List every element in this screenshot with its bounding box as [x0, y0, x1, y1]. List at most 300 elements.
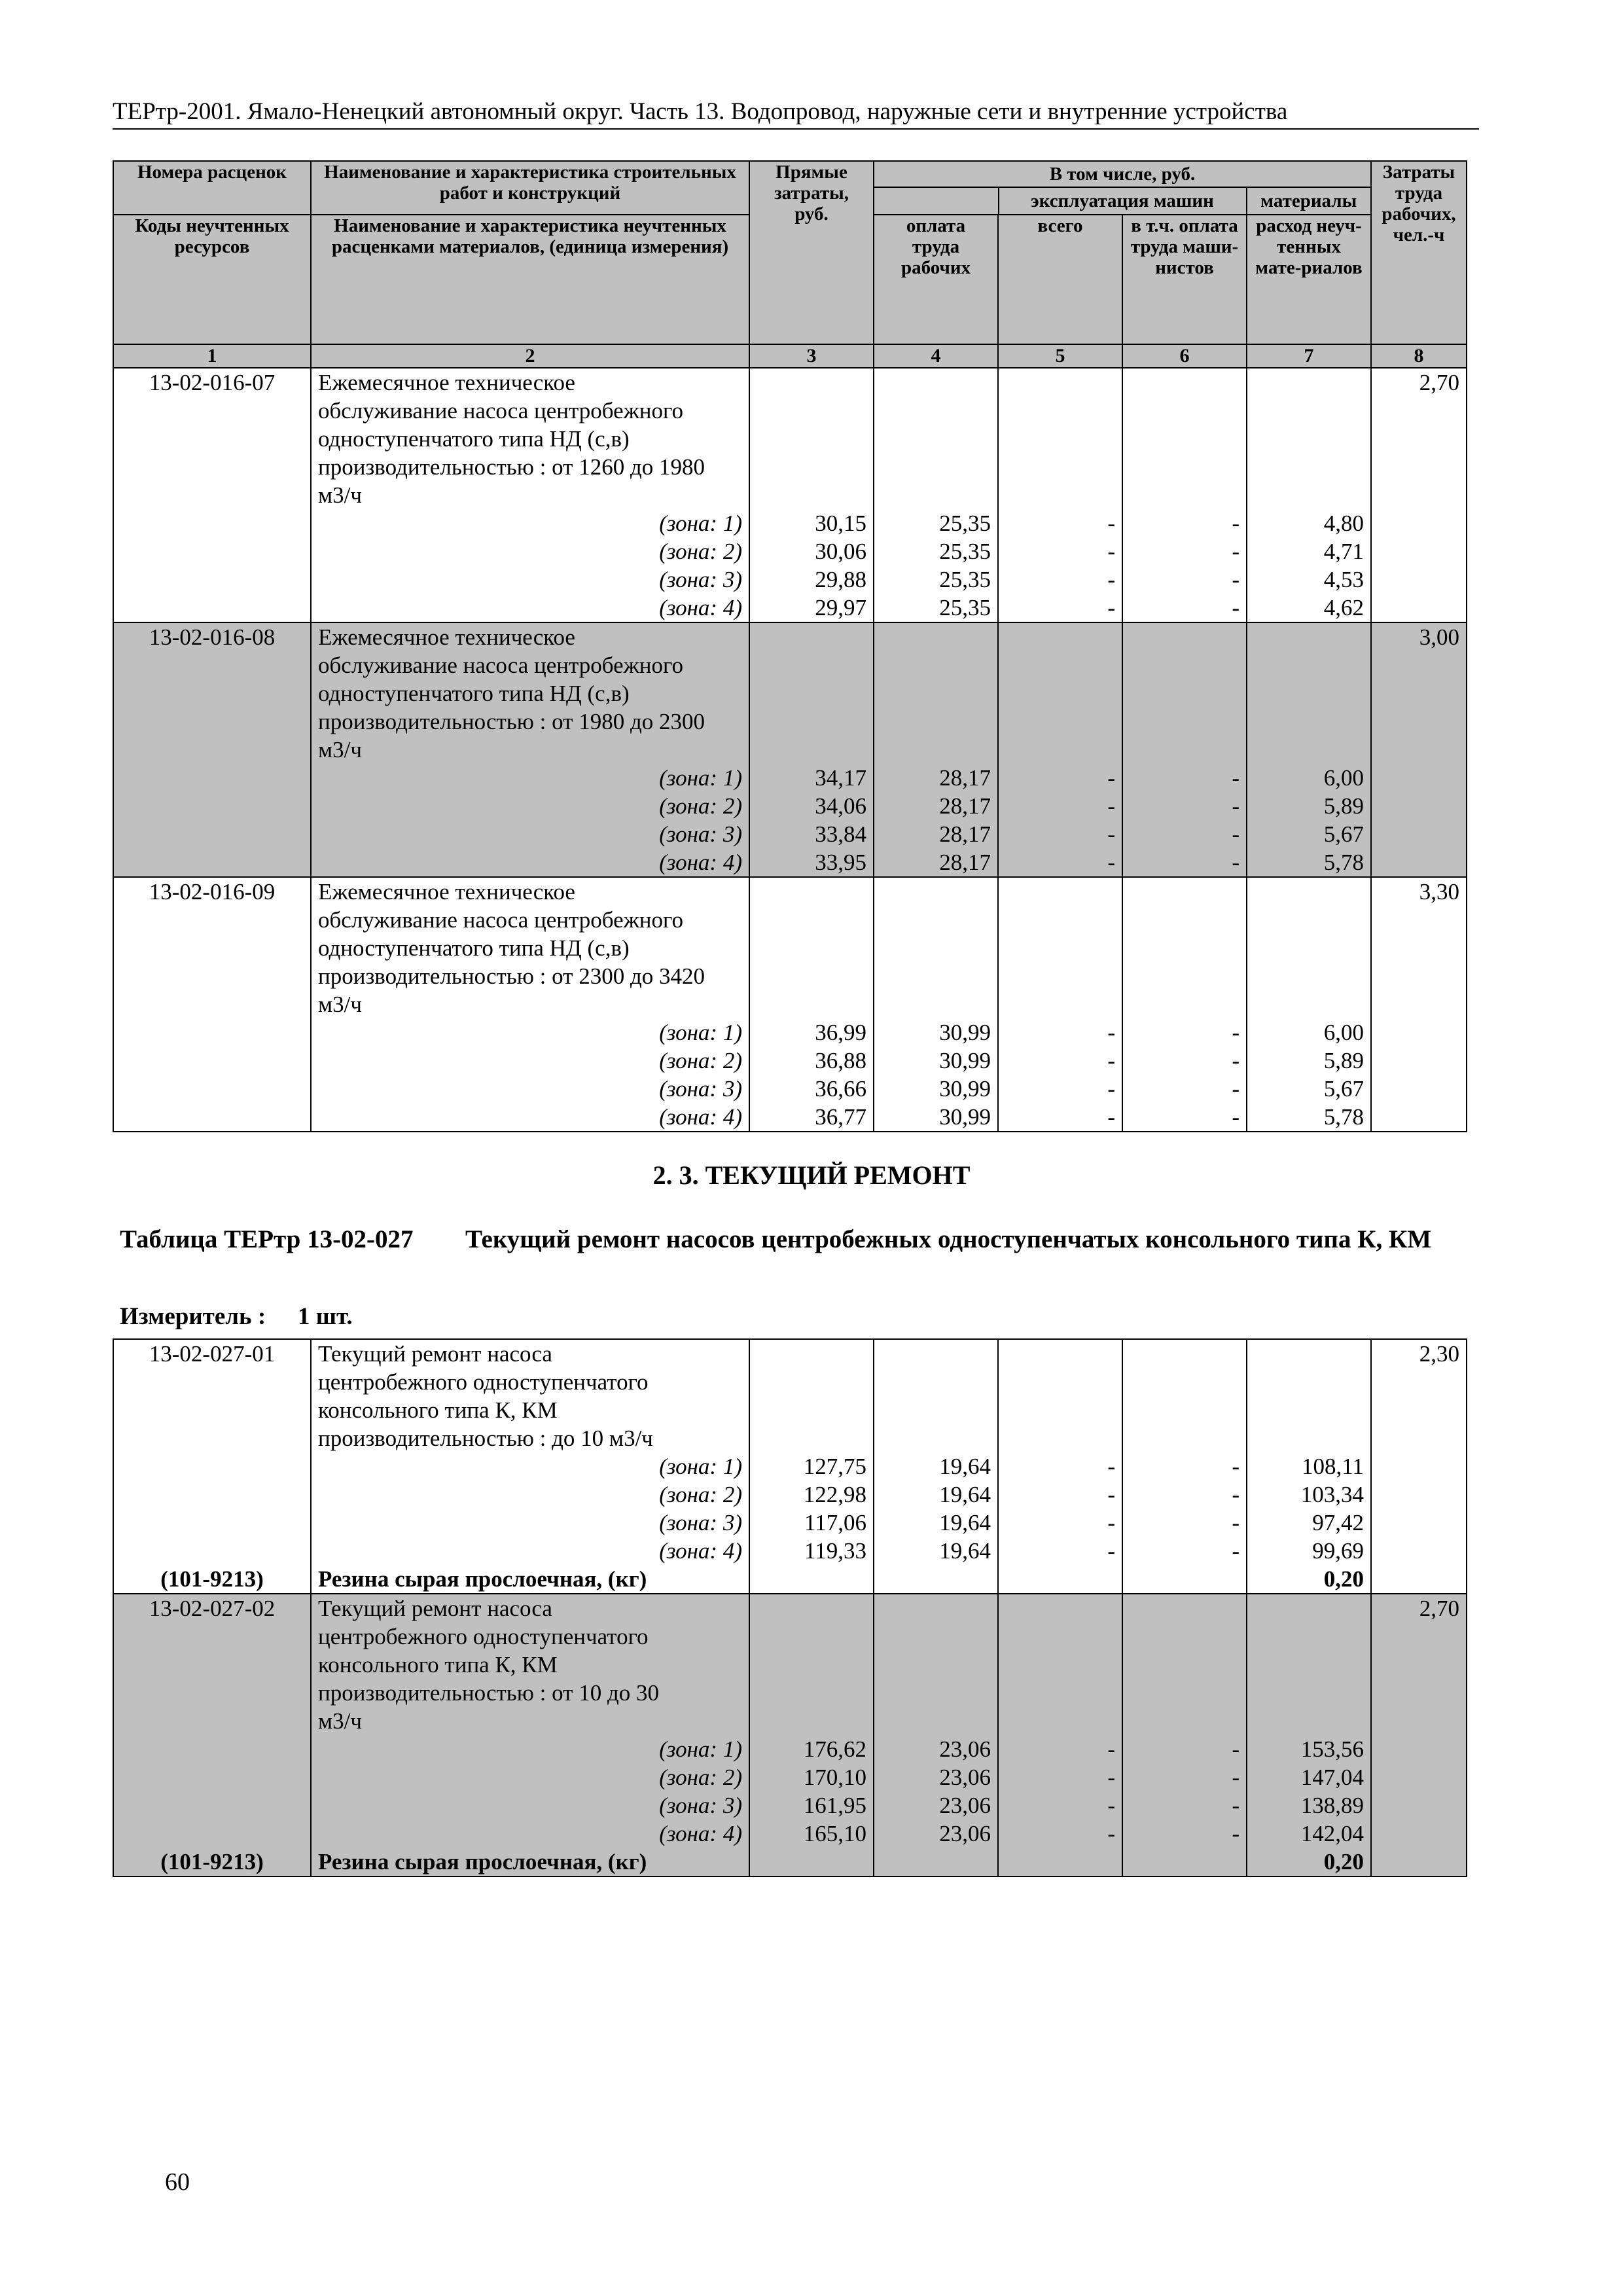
- zone-row: [113, 1103, 1467, 1132]
- empty-cell: [874, 1679, 998, 1707]
- empty-cell: [874, 1424, 998, 1452]
- empty-cell: [1122, 1707, 1247, 1735]
- empty-cell: [749, 622, 874, 651]
- empty-cell: [1371, 1623, 1467, 1651]
- labor-pay: 19,64: [874, 1509, 998, 1537]
- materials-cost: 4,62: [1247, 594, 1371, 622]
- zone-label: (зона: 1): [311, 1018, 749, 1047]
- empty-cell: [113, 736, 311, 764]
- zone-label: (зона: 3): [311, 820, 749, 848]
- empty-cell: [749, 425, 874, 453]
- empty-cell: [998, 1707, 1122, 1735]
- record-row: [113, 679, 1467, 708]
- labor-pay: 23,06: [874, 1820, 998, 1848]
- empty-cell: [1122, 1848, 1247, 1876]
- empty-cell: [749, 651, 874, 679]
- col-materials-unaccounted: расход неуч-тенных мате-риалов: [1247, 215, 1371, 344]
- empty-cell: [1122, 934, 1247, 962]
- empty-cell: [113, 1018, 311, 1047]
- empty-cell: [1122, 679, 1247, 708]
- resource-row: [113, 1565, 1467, 1594]
- empty-cell: [874, 368, 998, 397]
- machine-total: -: [998, 1820, 1122, 1848]
- empty-cell: [1371, 679, 1467, 708]
- empty-cell: [1122, 622, 1247, 651]
- machine-total: -: [998, 820, 1122, 848]
- zone-label: (зона: 4): [311, 1820, 749, 1848]
- empty-cell: [1247, 453, 1371, 481]
- empty-cell: [874, 1368, 998, 1396]
- empty-cell: [1122, 368, 1247, 397]
- record-row: [113, 877, 1467, 906]
- zone-label: (зона: 4): [311, 594, 749, 622]
- empty-cell: [749, 1368, 874, 1396]
- resource-qty: 0,20: [1247, 1565, 1371, 1594]
- empty-cell: [1371, 1537, 1467, 1565]
- empty-cell: [113, 565, 311, 594]
- labor-pay: 30,99: [874, 1047, 998, 1075]
- machine-labor: -: [1122, 509, 1247, 537]
- empty-cell: [113, 1047, 311, 1075]
- rates-table-bottom: [113, 1338, 1467, 1877]
- materials-cost: 6,00: [1247, 764, 1371, 792]
- empty-cell: [1371, 1480, 1467, 1509]
- empty-cell: [749, 679, 874, 708]
- empty-cell: [998, 397, 1122, 425]
- machine-total: -: [998, 792, 1122, 820]
- empty-cell: [749, 1424, 874, 1452]
- machine-labor: -: [1122, 820, 1247, 848]
- zone-row: [113, 848, 1467, 877]
- labor-pay: 23,06: [874, 1791, 998, 1820]
- labor-pay: 30,99: [874, 1075, 998, 1103]
- machine-labor: -: [1122, 764, 1247, 792]
- empty-cell: [874, 1623, 998, 1651]
- empty-cell: [1371, 1509, 1467, 1537]
- machine-labor: -: [1122, 1735, 1247, 1763]
- rate-name-line: производительностью : от 1980 до 2300: [311, 708, 749, 736]
- empty-cell: [1371, 990, 1467, 1018]
- rate-name-line: производительностью : от 2300 до 3420: [311, 962, 749, 990]
- empty-cell: [749, 481, 874, 509]
- col-machine-total: всего: [998, 215, 1122, 344]
- empty-cell: [113, 1480, 311, 1509]
- empty-cell: [1371, 594, 1467, 622]
- record-row: [113, 934, 1467, 962]
- zone-label: (зона: 3): [311, 1075, 749, 1103]
- materials-cost: 6,00: [1247, 1018, 1371, 1047]
- rate-name-line: Текущий ремонт насоса: [311, 1339, 749, 1368]
- col-labor-pay: оплата труда рабочих: [874, 215, 998, 344]
- rate-name-line: м3/ч: [311, 990, 749, 1018]
- record-row: [113, 1623, 1467, 1651]
- empty-cell: [1122, 1594, 1247, 1623]
- rate-record: [113, 622, 1467, 877]
- page-number: 60: [165, 2168, 190, 2196]
- machine-total: -: [998, 509, 1122, 537]
- empty-cell: [1247, 1396, 1371, 1424]
- rate-name-line: обслуживание насоса центробежного: [311, 906, 749, 934]
- labor-pay: 30,99: [874, 1018, 998, 1047]
- empty-cell: [874, 1707, 998, 1735]
- empty-cell: [749, 1679, 874, 1707]
- empty-cell: [998, 481, 1122, 509]
- empty-cell: [749, 368, 874, 397]
- rate-name-line: одноступенчатого типа НД (с,в): [311, 425, 749, 453]
- empty-cell: [874, 481, 998, 509]
- rate-name-line: обслуживание насоса центробежного: [311, 651, 749, 679]
- zone-row: [113, 1509, 1467, 1537]
- machine-total: -: [998, 1735, 1122, 1763]
- empty-cell: [113, 509, 311, 537]
- direct-cost: 33,84: [749, 820, 874, 848]
- empty-cell: [749, 906, 874, 934]
- empty-cell: [874, 1594, 998, 1623]
- direct-cost: 119,33: [749, 1537, 874, 1565]
- machine-total: -: [998, 1537, 1122, 1565]
- empty-cell: [1371, 1047, 1467, 1075]
- rate-name-line: одноступенчатого типа НД (с,в): [311, 679, 749, 708]
- materials-cost: 103,34: [1247, 1480, 1371, 1509]
- empty-cell: [1122, 1679, 1247, 1707]
- empty-cell: [1371, 1848, 1467, 1876]
- empty-cell: [874, 877, 998, 906]
- empty-cell: [113, 1537, 311, 1565]
- labor-cost: 2,30: [1371, 1339, 1467, 1368]
- empty-cell: [1122, 1424, 1247, 1452]
- resource-name: Резина сырая прослоечная, (кг): [311, 1848, 749, 1876]
- empty-cell: [874, 736, 998, 764]
- zone-label: (зона: 3): [311, 1791, 749, 1820]
- machine-total: -: [998, 594, 1122, 622]
- col-labor-costs: Затраты труда рабочих, чел.-ч: [1371, 161, 1467, 344]
- rate-record: [113, 1339, 1467, 1594]
- rate-name-line: производительностью : от 10 до 30: [311, 1679, 749, 1707]
- empty-cell: [1247, 962, 1371, 990]
- empty-cell: [874, 1565, 998, 1594]
- empty-cell: [1371, 1651, 1467, 1679]
- empty-cell: [1371, 509, 1467, 537]
- zone-label: (зона: 3): [311, 1509, 749, 1537]
- empty-cell: [998, 453, 1122, 481]
- machine-labor: -: [1122, 1791, 1247, 1820]
- machine-labor: -: [1122, 594, 1247, 622]
- zone-row: [113, 1480, 1467, 1509]
- rate-code: 13-02-027-02: [113, 1594, 311, 1623]
- zone-label: (зона: 2): [311, 1480, 749, 1509]
- empty-cell: [1247, 1368, 1371, 1396]
- col-including-label: В том числе, руб.: [874, 162, 1370, 188]
- zone-label: (зона: 1): [311, 764, 749, 792]
- empty-cell: [113, 1707, 311, 1735]
- empty-cell: [113, 453, 311, 481]
- record-row: [113, 1424, 1467, 1452]
- empty-cell: [749, 990, 874, 1018]
- rate-name-line: м3/ч: [311, 736, 749, 764]
- labor-cost: 3,30: [1371, 877, 1467, 906]
- empty-cell: [1371, 1565, 1467, 1594]
- empty-cell: [998, 708, 1122, 736]
- rate-code: 13-02-027-01: [113, 1339, 311, 1368]
- empty-cell: [998, 1651, 1122, 1679]
- empty-cell: [113, 537, 311, 565]
- column-numbers-row: [113, 344, 1467, 368]
- empty-cell: [1247, 1679, 1371, 1707]
- zone-label: (зона: 4): [311, 848, 749, 877]
- empty-cell: [998, 368, 1122, 397]
- labor-pay: 28,17: [874, 764, 998, 792]
- empty-cell: [113, 792, 311, 820]
- direct-cost: 170,10: [749, 1763, 874, 1791]
- empty-cell: [113, 1368, 311, 1396]
- empty-cell: [1122, 1651, 1247, 1679]
- labor-pay: 28,17: [874, 792, 998, 820]
- rate-name-line: Ежемесячное техническое: [311, 877, 749, 906]
- empty-cell: [113, 848, 311, 877]
- empty-cell: [113, 1623, 311, 1651]
- zone-row: [113, 1452, 1467, 1480]
- machine-labor: -: [1122, 1763, 1247, 1791]
- materials-cost: 4,53: [1247, 565, 1371, 594]
- materials-cost: 153,56: [1247, 1735, 1371, 1763]
- empty-cell: [998, 679, 1122, 708]
- empty-cell: [1247, 934, 1371, 962]
- record-row: [113, 962, 1467, 990]
- empty-cell: [874, 622, 998, 651]
- empty-cell: [1371, 651, 1467, 679]
- empty-cell: [998, 1594, 1122, 1623]
- empty-cell: [874, 962, 998, 990]
- page-header: ТЕРтр-2001. Ямало-Ненецкий автономный округ. Часть 13. Водопровод, наружные сети и внутренние устройства: [113, 97, 1479, 130]
- empty-cell: [1247, 906, 1371, 934]
- materials-cost: 138,89: [1247, 1791, 1371, 1820]
- materials-cost: 142,04: [1247, 1820, 1371, 1848]
- record-row: [113, 906, 1467, 934]
- machine-total: -: [998, 1047, 1122, 1075]
- empty-cell: [1247, 397, 1371, 425]
- rates-table-top: [113, 160, 1467, 1132]
- materials-cost: 97,42: [1247, 1509, 1371, 1537]
- empty-cell: [1371, 1820, 1467, 1848]
- machine-total: -: [998, 1103, 1122, 1132]
- labor-pay: 28,17: [874, 820, 998, 848]
- rate-name-line: центробежного одноступенчатого: [311, 1368, 749, 1396]
- empty-cell: [998, 1368, 1122, 1396]
- rate-name-line: Текущий ремонт насоса: [311, 1594, 749, 1623]
- direct-cost: 30,06: [749, 537, 874, 565]
- rate-name-line: консольного типа К, КМ: [311, 1396, 749, 1424]
- zone-label: (зона: 2): [311, 1047, 749, 1075]
- materials-cost: 5,89: [1247, 792, 1371, 820]
- zone-label: (зона: 1): [311, 509, 749, 537]
- empty-cell: [749, 934, 874, 962]
- empty-cell: [1371, 962, 1467, 990]
- zone-row: [113, 1018, 1467, 1047]
- empty-cell: [749, 962, 874, 990]
- measure-label: Измеритель :: [120, 1303, 266, 1330]
- col-rate-numbers: Номера расценок: [113, 161, 311, 215]
- empty-cell: [1371, 1679, 1467, 1707]
- empty-cell: [998, 1396, 1122, 1424]
- zone-label: (зона: 4): [311, 1103, 749, 1132]
- machine-labor: -: [1122, 1509, 1247, 1537]
- zone-row: [113, 594, 1467, 622]
- direct-cost: 36,66: [749, 1075, 874, 1103]
- materials-cost: 5,78: [1247, 848, 1371, 877]
- empty-cell: [1247, 425, 1371, 453]
- empty-cell: [1122, 906, 1247, 934]
- machine-labor: -: [1122, 1452, 1247, 1480]
- empty-cell: [1371, 820, 1467, 848]
- empty-cell: [113, 1820, 311, 1848]
- machine-labor: -: [1122, 1480, 1247, 1509]
- direct-cost: 122,98: [749, 1480, 874, 1509]
- machine-labor: -: [1122, 537, 1247, 565]
- empty-cell: [1122, 1339, 1247, 1368]
- empty-cell: [1122, 651, 1247, 679]
- materials-cost: 5,67: [1247, 1075, 1371, 1103]
- col-number: 5: [998, 344, 1122, 368]
- rate-name-line: Ежемесячное техническое: [311, 368, 749, 397]
- empty-cell: [749, 1565, 874, 1594]
- empty-cell: [998, 877, 1122, 906]
- rate-code: 13-02-016-08: [113, 622, 311, 651]
- empty-cell: [749, 708, 874, 736]
- empty-cell: [1247, 1707, 1371, 1735]
- zone-row: [113, 509, 1467, 537]
- empty-cell: [1371, 397, 1467, 425]
- zone-label: (зона: 2): [311, 537, 749, 565]
- empty-cell: [113, 651, 311, 679]
- empty-cell: [1122, 708, 1247, 736]
- direct-cost: 33,95: [749, 848, 874, 877]
- empty-cell: [1371, 1735, 1467, 1763]
- empty-cell: [1371, 1763, 1467, 1791]
- empty-cell: [113, 1763, 311, 1791]
- empty-cell: [113, 1452, 311, 1480]
- rate-name-line: Ежемесячное техническое: [311, 622, 749, 651]
- record-row: [113, 425, 1467, 453]
- machine-labor: -: [1122, 1103, 1247, 1132]
- direct-cost: 36,77: [749, 1103, 874, 1132]
- resource-qty: 0,20: [1247, 1848, 1371, 1876]
- empty-cell: [998, 1424, 1122, 1452]
- empty-cell: [1371, 906, 1467, 934]
- empty-cell: [1371, 736, 1467, 764]
- empty-cell: [1247, 622, 1371, 651]
- empty-cell: [874, 1651, 998, 1679]
- empty-cell: [1371, 481, 1467, 509]
- empty-cell: [113, 1651, 311, 1679]
- empty-cell: [998, 651, 1122, 679]
- rate-record: [113, 368, 1467, 622]
- resource-code: (101-9213): [113, 1565, 311, 1594]
- zone-label: (зона: 4): [311, 1537, 749, 1565]
- empty-cell: [1122, 425, 1247, 453]
- col-name-materials: Наименование и характеристика неучтенных расценками материалов, (единица измерения): [311, 215, 749, 344]
- empty-cell: [1247, 877, 1371, 906]
- empty-cell: [998, 425, 1122, 453]
- record-row: [113, 1651, 1467, 1679]
- zone-row: [113, 764, 1467, 792]
- empty-cell: [113, 1509, 311, 1537]
- empty-cell: [1371, 453, 1467, 481]
- labor-pay: 28,17: [874, 848, 998, 877]
- empty-cell: [113, 1396, 311, 1424]
- empty-cell: [1247, 679, 1371, 708]
- resource-code: (101-9213): [113, 1848, 311, 1876]
- empty-cell: [1371, 1452, 1467, 1480]
- empty-cell: [113, 820, 311, 848]
- machine-labor: -: [1122, 792, 1247, 820]
- col-direct-costs: Прямые затраты, руб.: [749, 161, 874, 344]
- empty-cell: [998, 1848, 1122, 1876]
- resource-name: Резина сырая прослоечная, (кг): [311, 1565, 749, 1594]
- empty-cell: [998, 736, 1122, 764]
- record-row: [113, 368, 1467, 397]
- machine-labor: -: [1122, 1075, 1247, 1103]
- empty-cell: [113, 764, 311, 792]
- zone-row: [113, 565, 1467, 594]
- machine-total: -: [998, 848, 1122, 877]
- empty-cell: [113, 1424, 311, 1452]
- resource-row: [113, 1848, 1467, 1876]
- machine-labor: -: [1122, 565, 1247, 594]
- col-name-works: Наименование и характеристика строительных работ и конструкций: [311, 161, 749, 215]
- record-row: [113, 622, 1467, 651]
- record-row: [113, 1679, 1467, 1707]
- labor-pay: 23,06: [874, 1735, 998, 1763]
- empty-cell: [998, 1339, 1122, 1368]
- empty-cell: [113, 425, 311, 453]
- empty-cell: [874, 1848, 998, 1876]
- empty-cell: [1122, 1396, 1247, 1424]
- col-including: [874, 161, 1371, 215]
- zone-row: [113, 1537, 1467, 1565]
- measure-value: 1 шт.: [298, 1303, 353, 1330]
- rate-code: 13-02-016-07: [113, 368, 311, 397]
- empty-cell: [113, 708, 311, 736]
- machine-total: -: [998, 1509, 1122, 1537]
- materials-cost: 99,69: [1247, 1537, 1371, 1565]
- empty-cell: [1247, 1424, 1371, 1452]
- empty-cell: [1371, 708, 1467, 736]
- col-machine-labor: в т.ч. оплата труда маши-нистов: [1122, 215, 1247, 344]
- record-row: [113, 708, 1467, 736]
- record-row: [113, 397, 1467, 425]
- labor-pay: 19,64: [874, 1537, 998, 1565]
- empty-cell: [874, 651, 998, 679]
- labor-pay: 25,35: [874, 509, 998, 537]
- empty-cell: [1247, 736, 1371, 764]
- machine-labor: -: [1122, 1047, 1247, 1075]
- machine-total: -: [998, 764, 1122, 792]
- empty-cell: [998, 1679, 1122, 1707]
- materials-cost: 147,04: [1247, 1763, 1371, 1791]
- empty-cell: [874, 990, 998, 1018]
- empty-cell: [1122, 877, 1247, 906]
- empty-cell: [1247, 481, 1371, 509]
- empty-cell: [1371, 792, 1467, 820]
- record-row: [113, 1339, 1467, 1368]
- direct-cost: 34,17: [749, 764, 874, 792]
- empty-cell: [1371, 764, 1467, 792]
- empty-cell: [1371, 1791, 1467, 1820]
- empty-cell: [749, 1339, 874, 1368]
- direct-cost: 34,06: [749, 792, 874, 820]
- empty-cell: [1122, 1565, 1247, 1594]
- rate-record: [113, 1594, 1467, 1876]
